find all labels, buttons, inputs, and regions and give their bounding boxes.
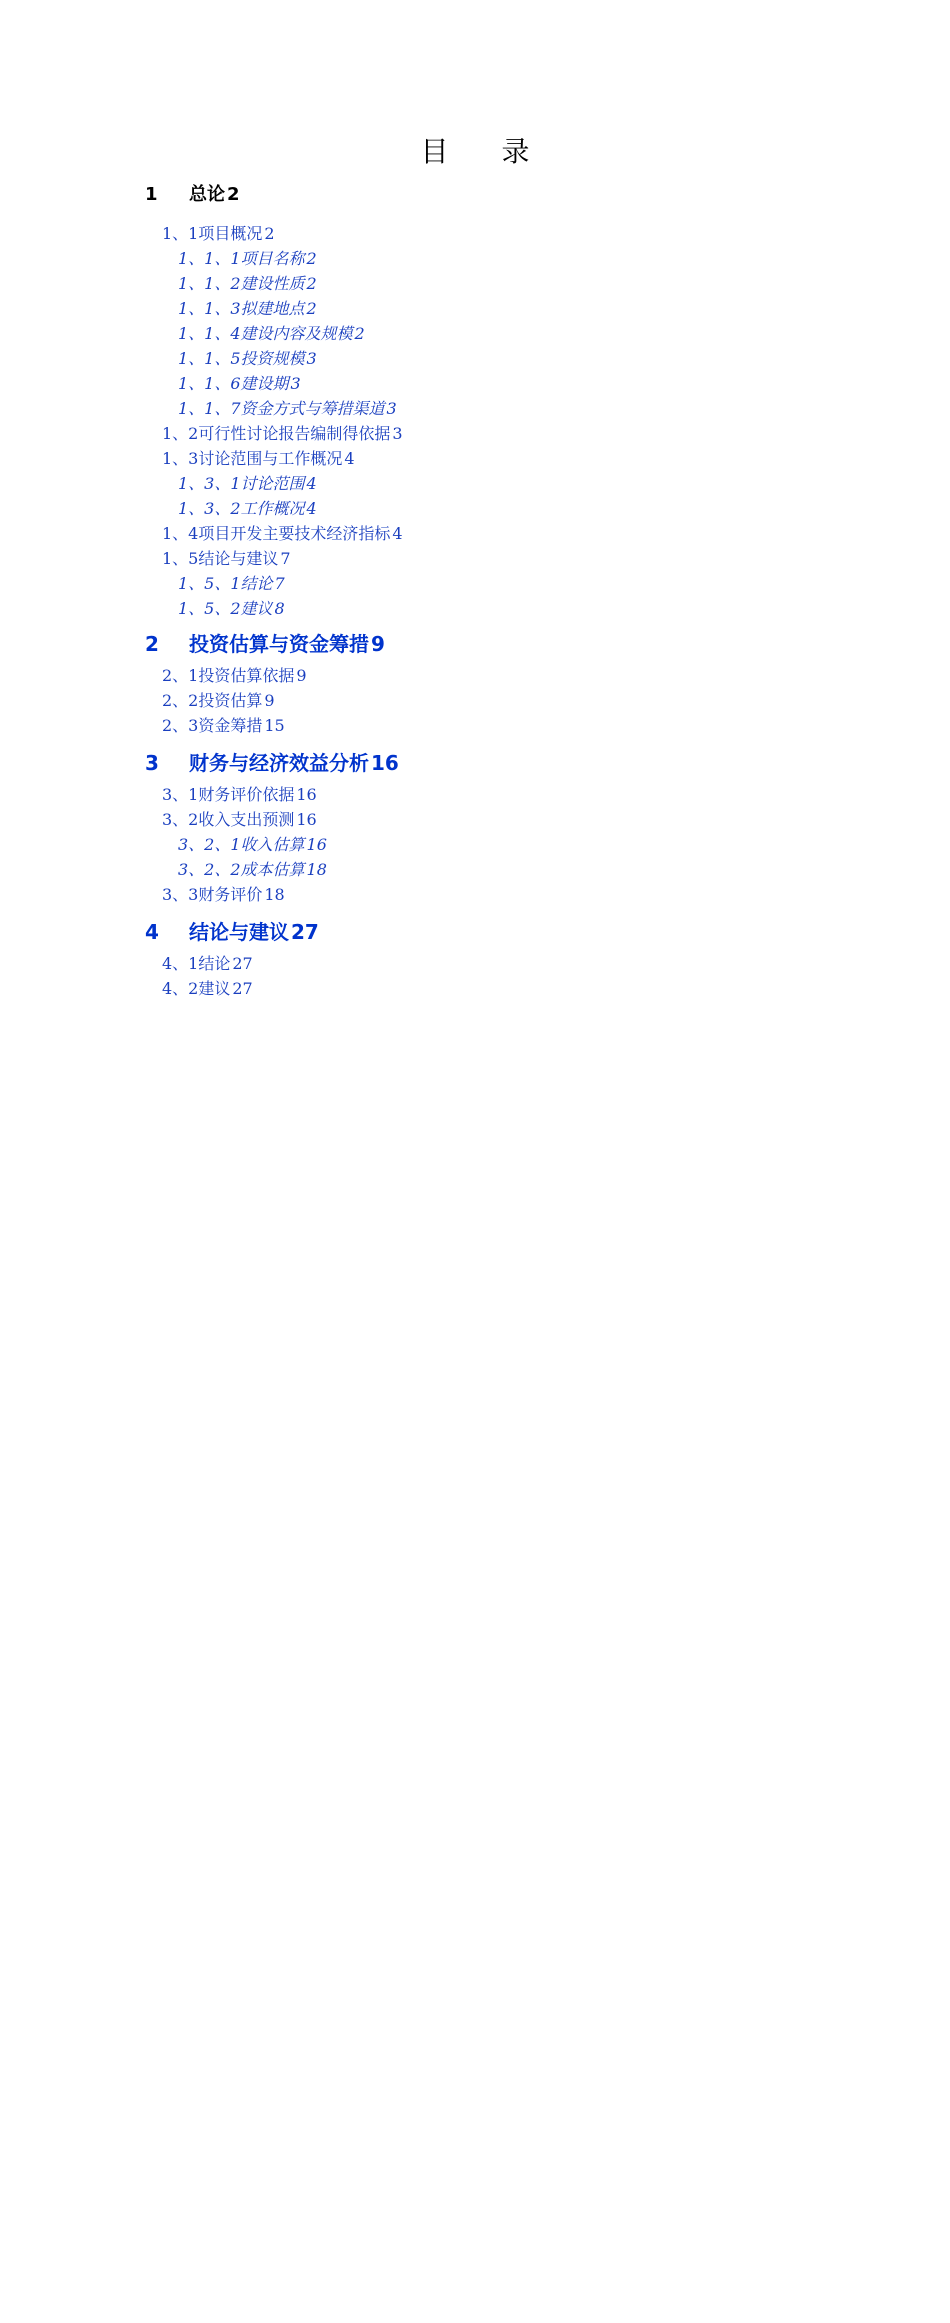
toc-entry-text: 总论 xyxy=(189,184,225,205)
toc-entry-label xyxy=(178,371,289,394)
toc-page-number: 3 xyxy=(290,374,301,393)
toc-entry-text: 3、2收入支出预测 xyxy=(162,810,295,829)
toc-entry-text: 3、1财务评价依据 xyxy=(162,785,295,804)
toc-title: 目 录 xyxy=(420,135,552,168)
toc-page-number: 2 xyxy=(227,184,240,205)
toc-entry-text: 投资估算与资金筹措 xyxy=(189,632,369,656)
toc-entry-text: 1、5结论与建议 xyxy=(162,549,279,568)
toc-entry-label xyxy=(162,521,390,544)
toc-entry-text: 财务与经济效益分析 xyxy=(189,751,369,775)
toc-page-number: 16 xyxy=(296,785,317,804)
toc-entry-label xyxy=(178,571,273,594)
toc-entry-text: 1、1、4建设内容及规模 xyxy=(178,324,353,343)
toc-entry-text: 2、2投资估算 xyxy=(162,691,263,710)
toc-entry-text: 1、3、2工作概况 xyxy=(178,499,305,518)
toc-entry-text: 3、3财务评价 xyxy=(162,885,263,904)
toc-entry-label xyxy=(162,421,390,444)
toc-page-number: 7 xyxy=(274,574,285,593)
toc-entry-text: 1、1项目概况 xyxy=(162,224,263,243)
toc-page-number: 9 xyxy=(371,632,385,656)
toc-entry-text: 2、3资金筹措 xyxy=(162,716,263,735)
toc-entry-label xyxy=(162,446,342,469)
toc-page-number: 27 xyxy=(232,979,253,998)
toc-page-number: 4 xyxy=(306,499,317,518)
toc-entry-text: 2、1投资估算依据 xyxy=(162,666,295,685)
toc-entry-text: 1、1、6建设期 xyxy=(178,374,289,393)
toc-page-number: 15 xyxy=(264,716,285,735)
toc-entry-label xyxy=(178,396,385,419)
toc-page-number: 16 xyxy=(296,810,317,829)
toc-page-number: 2 xyxy=(306,274,317,293)
toc-entry-label xyxy=(145,747,369,776)
toc-entry-text: 1、2可行性讨论报告编制得依据 xyxy=(162,424,391,443)
toc-entry-label xyxy=(162,221,262,244)
toc-entry-text: 1、1、5投资规模 xyxy=(178,349,305,368)
toc-entry-label xyxy=(178,471,305,494)
toc-entry-text: 4、2建议 xyxy=(162,979,231,998)
chapter-number: 3 xyxy=(145,751,159,775)
toc-page-number: 2 xyxy=(264,224,275,243)
toc-entry-label xyxy=(178,832,305,855)
toc-page-number: 9 xyxy=(296,666,307,685)
toc-entry-label xyxy=(178,596,273,619)
toc-entry-text: 1、3、1讨论范围 xyxy=(178,474,305,493)
toc-page-number: 4 xyxy=(306,474,317,493)
toc-entry-label xyxy=(178,246,305,269)
toc-page-number: 27 xyxy=(291,920,319,944)
toc-entry-label xyxy=(162,782,294,805)
toc-page-number: 27 xyxy=(232,954,253,973)
toc-entry-text: 1、1、7资金方式与筹措渠道 xyxy=(178,399,385,418)
toc-entry-label xyxy=(178,296,305,319)
toc-entry-text: 1、1、1项目名称 xyxy=(178,249,305,268)
chapter-number: 1 xyxy=(145,184,158,205)
toc-entry-text: 结论与建议 xyxy=(189,920,289,944)
toc-entry-label xyxy=(162,951,230,974)
toc-entry-level2[interactable] xyxy=(162,976,805,2323)
toc-entry-label xyxy=(178,496,305,519)
toc-entry-label xyxy=(162,882,262,905)
toc-entry-text: 1、5、1结论 xyxy=(178,574,273,593)
toc-entry-label xyxy=(145,628,369,657)
toc-page-number: 3 xyxy=(386,399,397,418)
toc-entry-label xyxy=(178,271,305,294)
toc-page-number: 7 xyxy=(280,549,291,568)
toc-entry-text: 1、4项目开发主要技术经济指标 xyxy=(162,524,391,543)
toc-page-number: 2 xyxy=(306,249,317,268)
toc-page-number: 18 xyxy=(264,885,285,904)
toc-entry-text: 3、2、1收入估算 xyxy=(178,835,305,854)
toc-page-number: 9 xyxy=(264,691,275,710)
toc-page-number: 16 xyxy=(371,751,399,775)
toc-entry-label xyxy=(178,346,305,369)
toc-entry-text: 4、1结论 xyxy=(162,954,231,973)
toc-page-number: 2 xyxy=(354,324,365,343)
chapter-number: 2 xyxy=(145,632,159,656)
toc-page-number: 16 xyxy=(306,835,327,854)
toc-entry-label xyxy=(145,916,289,945)
toc-page-number: 4 xyxy=(344,449,355,468)
toc-entry-text: 1、1、3拟建地点 xyxy=(178,299,305,318)
toc-entry-label xyxy=(162,688,262,711)
toc-page-number: 3 xyxy=(306,349,317,368)
toc-page-number: 4 xyxy=(392,524,403,543)
toc-entry-text: 1、3讨论范围与工作概况 xyxy=(162,449,343,468)
toc-page-number: 2 xyxy=(306,299,317,318)
toc-entry-label xyxy=(162,807,294,830)
toc-entry-text: 1、1、2建设性质 xyxy=(178,274,305,293)
toc-entry-label xyxy=(178,857,305,880)
toc-entry-text: 3、2、2成本估算 xyxy=(178,860,305,879)
toc-page-number: 3 xyxy=(392,424,403,443)
toc-entry-label xyxy=(145,180,225,206)
toc-entry-text: 1、5、2建议 xyxy=(178,599,273,618)
toc-entry-label xyxy=(162,663,294,686)
toc-entry-label xyxy=(162,546,278,569)
chapter-number: 4 xyxy=(145,920,159,944)
toc-page-number: 8 xyxy=(274,599,285,618)
toc-entry-label xyxy=(178,321,353,344)
toc-page-number: 18 xyxy=(306,860,327,879)
toc-entry-label xyxy=(162,713,262,736)
toc-entry-label xyxy=(162,976,230,999)
